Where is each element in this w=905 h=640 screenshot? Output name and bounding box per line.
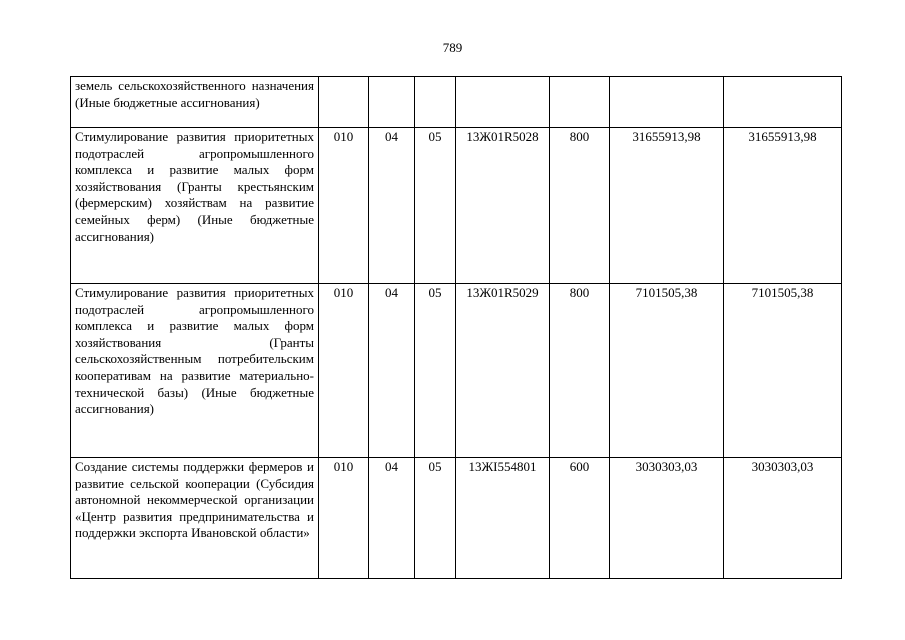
table-row	[71, 458, 842, 579]
amount-year-2: 3030303,03	[724, 458, 842, 579]
subsection-code: 05	[415, 128, 456, 284]
amount-year-2: 7101505,38	[724, 284, 842, 458]
ministry-code: 010	[319, 458, 369, 579]
page-number: 789	[442, 40, 463, 55]
expense-type-code: 800	[550, 128, 610, 284]
row-description: Стимулирование развития приоритетных подотраслей агропромышленного комплекса и развитие малых форм хозяйствования (Гранты сельскохозяйственным потребительским кооперативам на развитие материально-технической базы) (Иные бюджетные ассигнования)	[71, 284, 319, 458]
section-code: 04	[369, 284, 415, 458]
amount-year-1: 3030303,03	[610, 458, 724, 579]
amount-year-1	[610, 77, 724, 128]
subsection-code: 05	[415, 458, 456, 579]
table-row	[71, 128, 842, 284]
row-description: Создание системы поддержки фермеров и развитие сельской кооперации (Субсидия автономной некоммерческой организации «Центр развития предпринимательства и поддержки экспорта Ивановской области»	[71, 458, 319, 579]
subsection-code	[415, 77, 456, 128]
target-article-code: 13ЖI554801	[456, 458, 550, 579]
section-code	[369, 77, 415, 128]
subsection-code: 05	[415, 284, 456, 458]
section-code: 04	[369, 458, 415, 579]
target-article-code: 13Ж01R5029	[456, 284, 550, 458]
amount-year-1: 7101505,38	[610, 284, 724, 458]
expense-type-code	[550, 77, 610, 128]
amount-year-1: 31655913,98	[610, 128, 724, 284]
ministry-code: 010	[319, 284, 369, 458]
target-article-code	[456, 77, 550, 128]
table-row	[71, 77, 842, 128]
budget-table	[70, 76, 842, 579]
expense-type-code: 800	[550, 284, 610, 458]
table-row	[71, 284, 842, 458]
ministry-code	[319, 77, 369, 128]
amount-year-2: 31655913,98	[724, 128, 842, 284]
target-article-code: 13Ж01R5028	[456, 128, 550, 284]
ministry-code: 010	[319, 128, 369, 284]
expense-type-code: 600	[550, 458, 610, 579]
amount-year-2	[724, 77, 842, 128]
section-code: 04	[369, 128, 415, 284]
row-description: Стимулирование развития приоритетных подотраслей агропромышленного комплекса и развитие малых форм хозяйствования (Гранты крестьянским (фермерским) хозяйствам на развитие семейных ферм) (Иные бюджетные ассигнования)	[71, 128, 319, 284]
row-description: земель сельскохозяйственного назначения (Иные бюджетные ассигнования)	[71, 77, 319, 128]
